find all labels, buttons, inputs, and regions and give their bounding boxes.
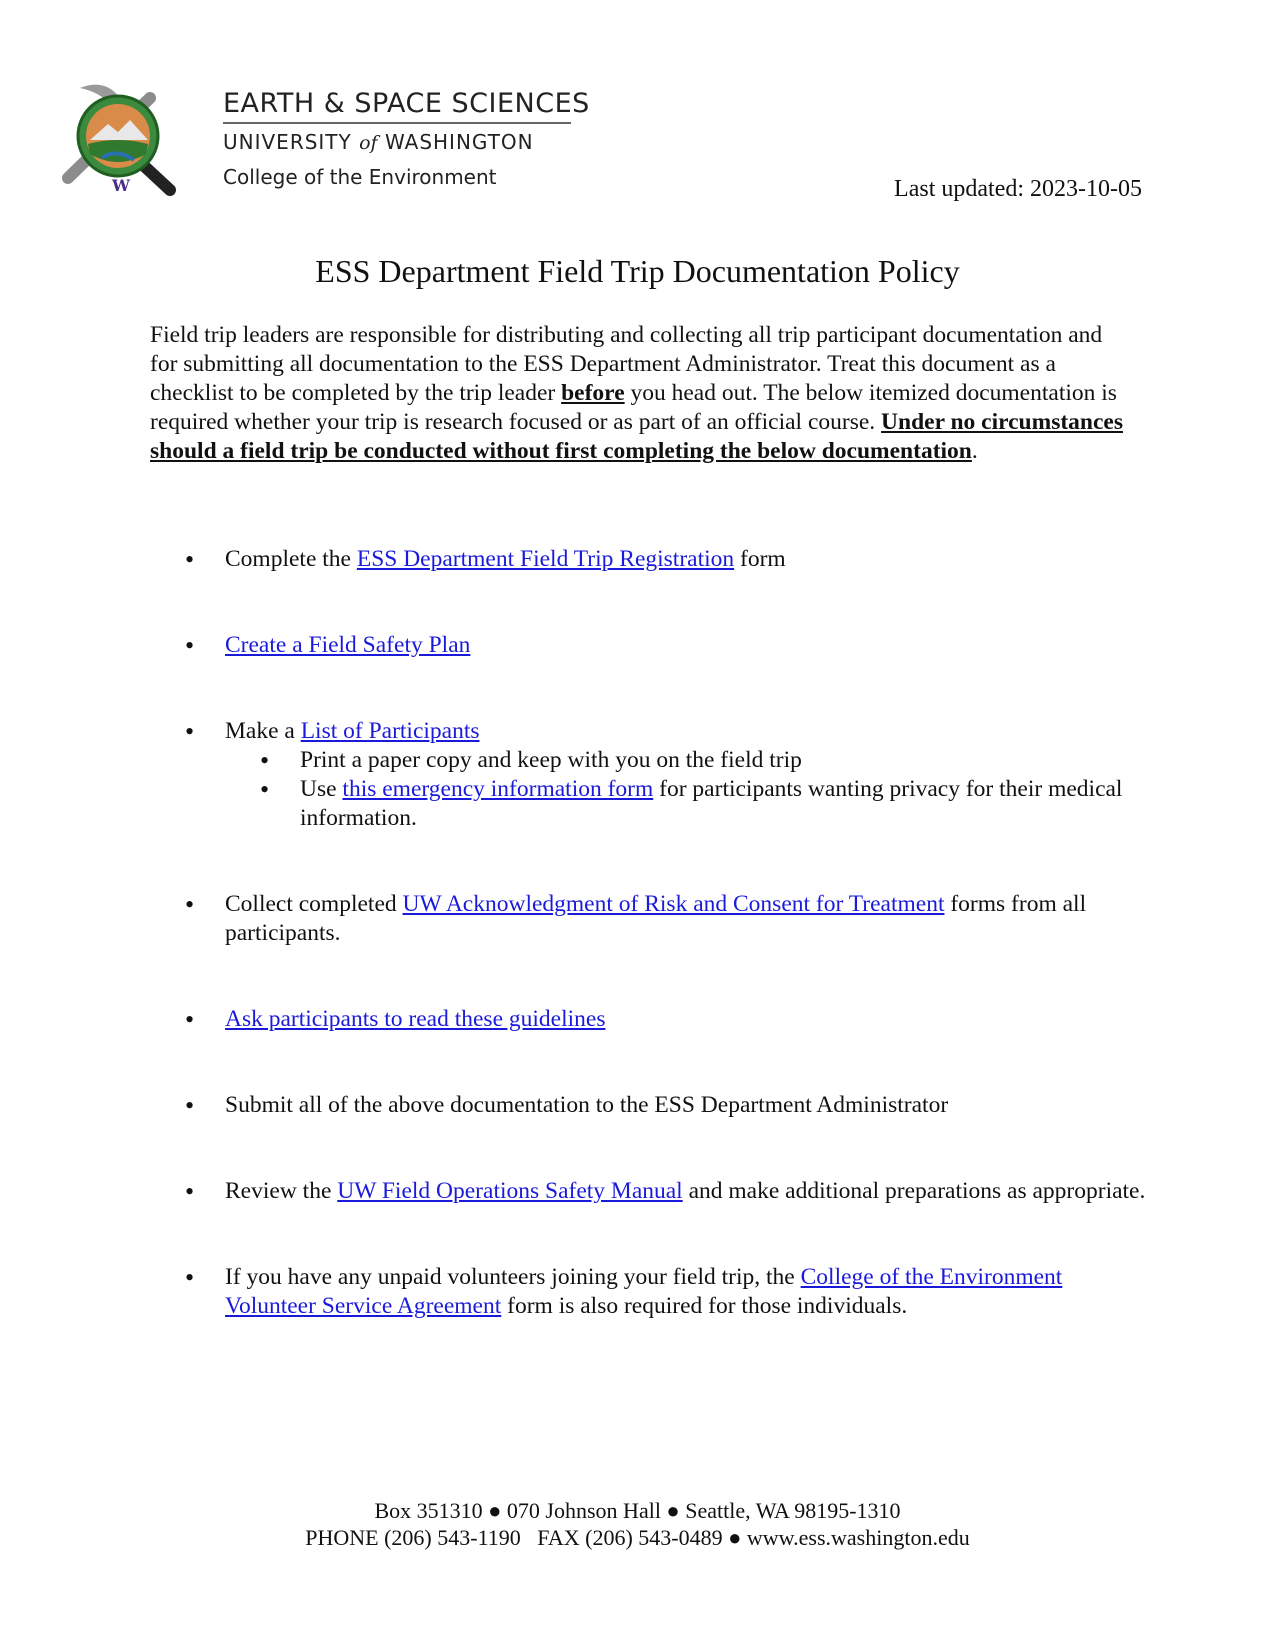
registration-form-link[interactable]: ESS Department Field Trip Registration (356, 546, 735, 572)
checklist-item-safety-manual (150, 1177, 1150, 1206)
participants-sublist (225, 746, 1150, 833)
letterhead (50, 78, 1200, 208)
intro-text-2: you head out. The below itemized documentation is required whether your trip is research focused or as part of an official course. (150, 380, 1117, 435)
checklist-item-participants (150, 717, 1150, 833)
checklist-item-volunteers (150, 1263, 1150, 1321)
org-college: College of the Environment (223, 165, 497, 189)
sub-item-emergency-form (225, 775, 1150, 833)
last-updated: Last updated: 2023-10-05 (894, 176, 1142, 202)
footer-line-contact: PHONE (206) 543-1190 FAX (206) 543-0489 ● www.ess.washington.edu (305, 1525, 970, 1550)
item-text: Use (300, 776, 343, 802)
item-text: forms from all participants. (225, 891, 1087, 946)
emergency-information-form-link[interactable]: this emergency information form (342, 776, 654, 802)
checklist-item-consent (150, 890, 1150, 948)
intro-paragraph (150, 321, 1135, 466)
sub-item-paper-copy: • Print a paper copy and keep with you on the field trip (225, 746, 1150, 775)
safety-manual-link[interactable]: UW Field Operations Safety Manual (337, 1178, 683, 1204)
item-text: form (734, 546, 786, 572)
intro-emphasis-before: before (561, 380, 625, 406)
org-department: EARTH & SPACE SCIENCES (223, 88, 590, 119)
item-text: Complete the (225, 546, 357, 572)
org-university (223, 130, 590, 155)
list-of-participants-link[interactable]: List of Participants (300, 718, 480, 744)
intro-text-1: Field trip leaders are responsible for distributing and collecting all trip participant documentation and for submitting all documentation to the ESS Department Administrator. Treat this document as a checklist to be completed by the trip leader (150, 322, 1103, 406)
item-text: Collect completed (225, 891, 403, 917)
university-word: UNIVERSITY (223, 130, 352, 154)
intro-warning: Under no circumstances should a field trip be conducted without first completing the below documentation (150, 409, 1124, 464)
checklist-item-guidelines (150, 1005, 1150, 1034)
item-text: If you have any unpaid volunteers joining your field trip, the (225, 1264, 801, 1290)
guidelines-link[interactable]: Ask participants to read these guidelines (225, 1006, 606, 1032)
risk-consent-link[interactable]: UW Acknowledgment of Risk and Consent for Treatment (402, 891, 945, 917)
ess-logo-icon (50, 78, 188, 198)
checklist-item-safety-plan (150, 631, 1150, 660)
item-text: form is also required for those individuals. (501, 1293, 908, 1319)
item-text: Review the (225, 1178, 338, 1204)
footer-address (0, 1497, 1275, 1551)
checklist-item-submit: • Submit all of the above documentation to the ESS Department Administrator (150, 1091, 1150, 1120)
field-safety-plan-link[interactable]: Create a Field Safety Plan (225, 632, 471, 658)
org-divider (223, 122, 571, 124)
item-text: for participants wanting privacy for their medical information. (300, 776, 1123, 831)
checklist-item-registration (150, 545, 1150, 574)
org-name-block (223, 88, 590, 189)
logo-w-letter: W (112, 176, 130, 195)
university-of: of (359, 132, 378, 154)
university-washington: WASHINGTON (384, 130, 534, 154)
footer-line-address: Box 351310 ● 070 Johnson Hall ● Seattle, WA 98195-1310 (374, 1498, 901, 1523)
item-text: Make a (225, 718, 301, 744)
volunteer-agreement-link[interactable]: College of the Environment Volunteer Service Agreement (225, 1264, 1063, 1319)
intro-end: . (971, 438, 978, 464)
item-text: and make additional preparations as appropriate. (682, 1178, 1146, 1204)
page-title: ESS Department Field Trip Documentation Policy (315, 253, 960, 289)
checklist (150, 545, 1150, 1378)
